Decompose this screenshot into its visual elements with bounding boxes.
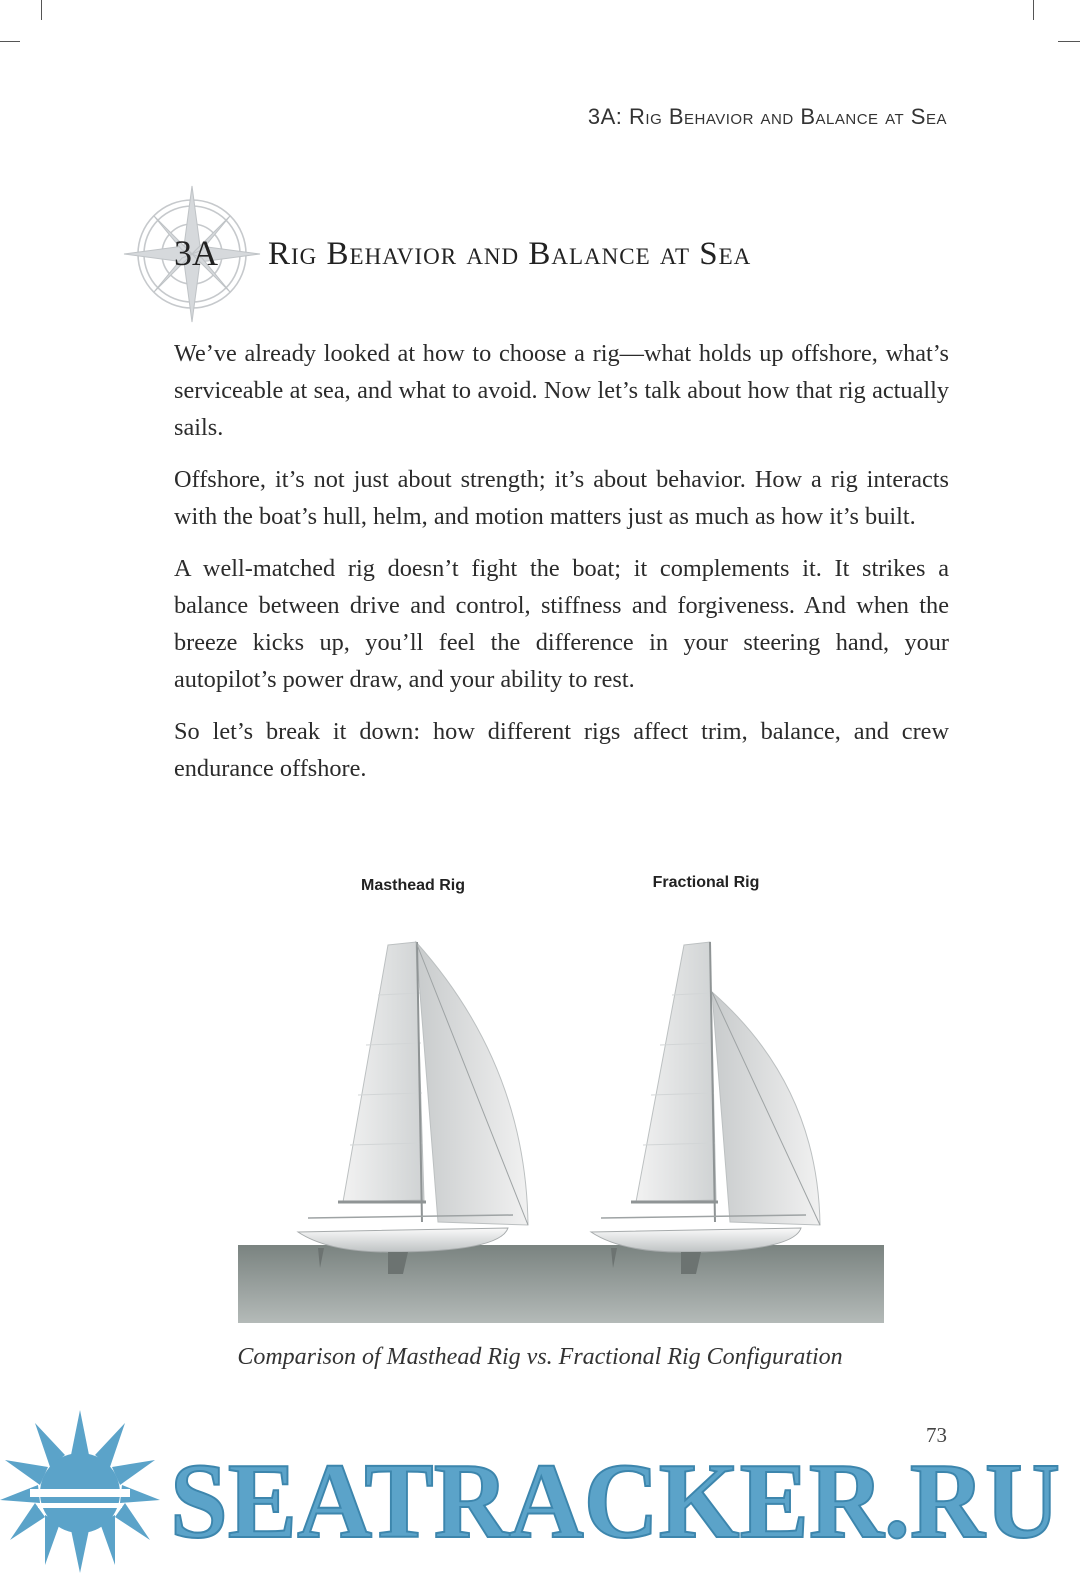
chapter-number: 3A: [174, 233, 218, 273]
paragraph: Offshore, it’s not just about strength; it’s about behavior. How a rig interacts with the boat’s hull, helm, and motion matters just as much as how it’s built.: [174, 466, 949, 530]
masthead-rig-boat: [298, 942, 528, 1274]
rig-comparison-figure: [238, 860, 884, 1330]
crop-mark: [1058, 41, 1080, 42]
fractional-rig-boat: [591, 942, 820, 1274]
running-head: 3A: Rig Behavior and Balance at Sea: [587, 104, 947, 129]
sea: [238, 1245, 884, 1323]
body-text: [174, 335, 949, 802]
watermark: [0, 1405, 1080, 1573]
crop-mark: [1033, 0, 1034, 20]
sun-logo-icon: [0, 1410, 160, 1573]
crop-mark: [0, 41, 20, 42]
paragraph: So let’s break it down: how different rigs affect trim, balance, and crew endurance offshore.: [174, 718, 949, 782]
fractional-rig-label: Fractional Rig: [652, 874, 760, 891]
page-number: 73: [926, 1423, 947, 1447]
watermark-text: SEATRACKER.RU: [170, 1442, 1060, 1561]
figure-caption: Comparison of Masthead Rig vs. Fractional Rig Configuration: [237, 1344, 843, 1370]
crop-mark: [41, 0, 42, 20]
masthead-rig-label: Masthead Rig: [360, 877, 466, 894]
paragraph: A well-matched rig doesn’t fight the boat; it complements it. It strikes a balance between drive and control, stiffness and forgiveness. And when the breeze kicks up, you’ll feel the difference in your steering hand, your autopilot’s power draw, and your ability to rest.: [174, 555, 949, 693]
chapter-title: Rig Behavior and Balance at Sea: [268, 236, 752, 272]
paragraph: We’ve already looked at how to choose a rig—what holds up offshore, what’s serviceable at sea, and what to avoid. Now let’s talk about how that rig actually sails.: [174, 340, 949, 441]
